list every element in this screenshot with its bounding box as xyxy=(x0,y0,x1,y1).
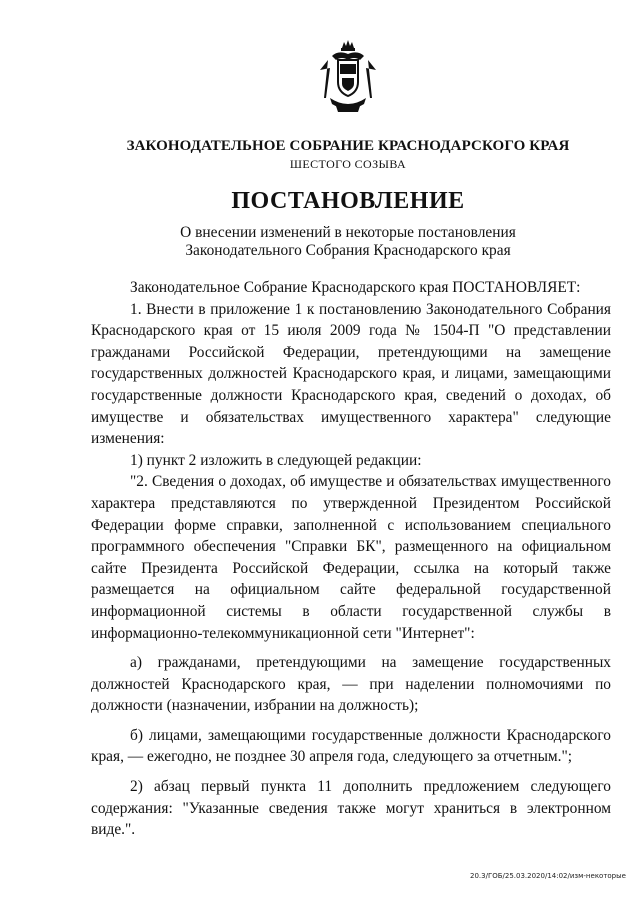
subject-line: Законодательного Собрания Краснодарского края xyxy=(185,242,511,259)
organization-name: ЗАКОНОДАТЕЛЬНОЕ СОБРАНИЕ КРАСНОДАРСКОГО КРАЯ xyxy=(126,138,570,154)
convocation-label: ШЕСТОГО СОЗЫВА xyxy=(289,157,407,171)
document-type-title: ПОСТАНОВЛЕНИЕ xyxy=(231,188,465,214)
paragraph-preamble: Законодательное Собрание Краснодарского края ПОСТАНОВЛЯЕТ: xyxy=(130,279,581,296)
paragraph-subitem-a: а) гражданами, претендующими на замещение государственных должностей Краснодарского края, — при наделении полномочиями по должности (назначении, избрании на должность); xyxy=(91,654,611,715)
coat-of-arms-emblem xyxy=(318,38,378,116)
paragraph-subitem-b: б) лицами, замещающими государственные должности Краснодарского края, — ежегодно, не позднее 30 апреля года, следующего за отчетным."; xyxy=(91,726,611,766)
paragraph-subitem-1: 1) пункт 2 изложить в следующей редакции: xyxy=(130,451,422,469)
paragraph-quoted-clause-2: "2. Сведения о доходах, об имуществе и обязательствах имущественного характера представляются по утвержденной Президентом Российской Федерации форме справки, заполненной с использованием специального программного обеспечения "Справки БК", размещенного на официальном сайте Президента Российской Федерации, ссылка на который также размещается на официальном сайте федеральной государственной информационной системы в области государственной службы в информационно-телекоммуникационной сети "Интернет": xyxy=(91,473,611,642)
document-subject xyxy=(150,224,546,260)
paragraph-subitem-2: 2) абзац первый пункта 11 дополнить предложением следующего содержания: "Указанные сведения также могут храниться в электронном виде.". xyxy=(91,778,611,839)
subject-line: О внесении изменений в некоторые постановления xyxy=(180,224,516,241)
document-body xyxy=(91,277,611,841)
paragraph-item-1: 1. Внести в приложение 1 к постановлению Законодательного Собрания Краснодарского края от 15 июля 2009 года № 1504-П "О представлении гражданами Российской Федерации, претендующими на замещение государственных должностей Краснодарского края, и лицами, замещающими государственные должности Краснодарского края, сведений о доходах, об имуществе и обязательствах имущественного характера" следующие изменения: xyxy=(91,300,611,448)
file-reference-footer: 20.3/ГОБ/25.03.2020/14:02/изм-некоторые xyxy=(470,872,626,880)
coat-of-arms-icon xyxy=(318,38,378,116)
